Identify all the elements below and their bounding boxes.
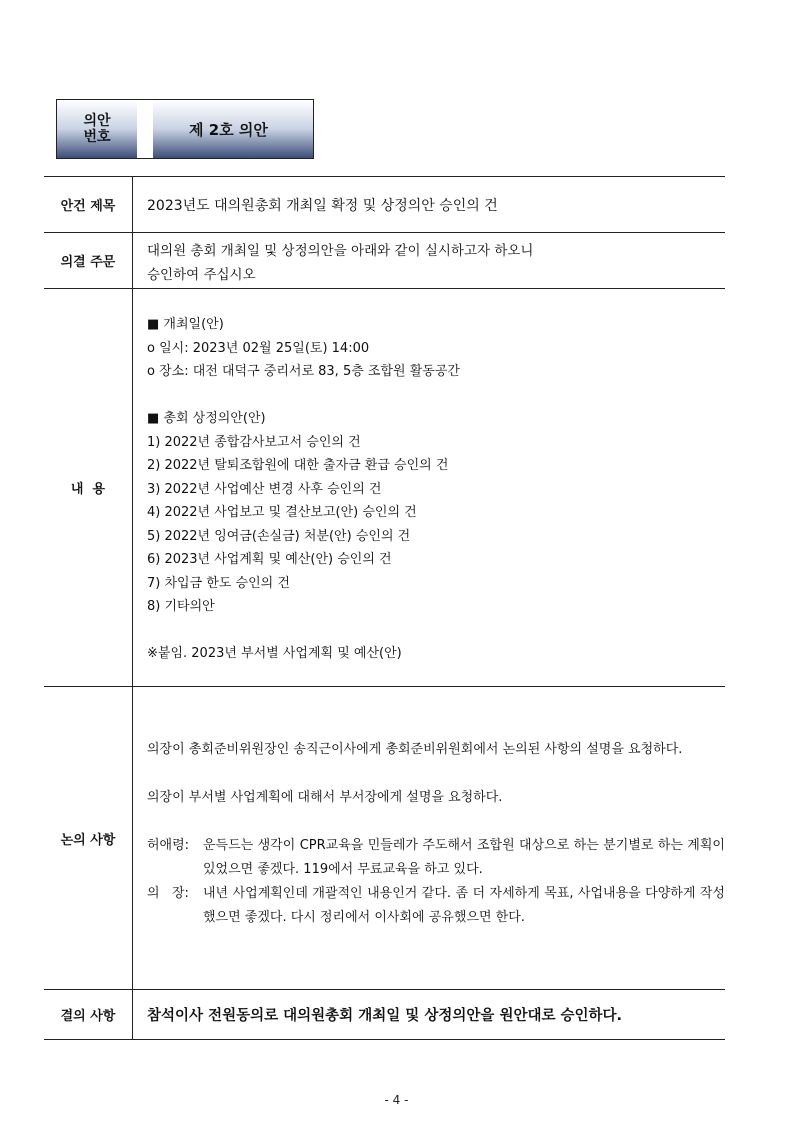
agenda-number-label-line2: 번호: [83, 129, 111, 145]
content-body: [133, 289, 725, 686]
row-label: 논의 사항: [44, 687, 133, 989]
row-content: [44, 289, 725, 687]
row-label: 내 용: [44, 289, 133, 686]
discussion-paragraph: 의장이 총회준비위원장인 송직근이사에게 총회준비위원회에서 논의된 사항의 설명을 요청하다.: [147, 742, 683, 757]
resolution-order-text: [133, 233, 725, 288]
agenda-table: [44, 176, 725, 1040]
speaker-name: 의 장:: [147, 886, 189, 901]
list-item: 4) 2022년 사업보고 및 결산보고(안) 승인의 건: [147, 505, 417, 520]
row-label: 의결 주문: [44, 233, 133, 288]
row-agenda-title: [44, 177, 725, 233]
discussion-paragraph: 의장이 부서별 사업계획에 대해서 부서장에게 설명을 요청하다.: [147, 790, 503, 805]
list-item: 7) 차입금 한도 승인의 건: [147, 575, 290, 591]
attachment-note: ※붙임. 2023년 부서별 사업계획 및 예산(안): [147, 646, 402, 661]
meeting-place: o 장소: 대전 대덕구 중리서로 83, 5층 조합원 활동공간: [147, 364, 460, 379]
list-item: 1) 2022년 종합감사보고서 승인의 건: [147, 434, 361, 450]
speaker-text: 운득드는 생각이 CPR교육을 민들레가 주도해서 조합원 대상으로 하는 분기별로 하는 계획이 있었으면 좋겠다. 119에서 무료교육을 하고 있다.: [203, 838, 725, 877]
agenda-number-box: [56, 99, 314, 159]
resolution-order-line: 대의원 총회 개최일 및 상정의안을 아래와 같이 실시하고자 하오니: [147, 243, 534, 259]
list-item: 2) 2022년 탈퇴조합원에 대한 출자금 환급 승인의 건: [147, 458, 449, 473]
section-heading: ■ 개최일(안): [147, 317, 224, 332]
row-label: 결의 사항: [44, 990, 133, 1039]
row-resolution: [44, 990, 725, 1039]
row-resolution-order: [44, 233, 725, 289]
section-heading: ■ 총회 상정의안(안): [147, 411, 266, 426]
speaker-text: 내년 사업계획인데 개괄적인 내용인거 같다. 좀 더 자세하게 목표, 사업내용을 다양하게 작성했으면 좋겠다. 다시 정리에서 이사회에 공유했으면 한다.: [203, 886, 725, 925]
list-item: 8) 기타의안: [147, 599, 215, 614]
agenda-number-title: 제 2호 의안: [189, 120, 268, 139]
discussion-body: [133, 687, 725, 989]
agenda-number-label: [57, 100, 137, 158]
speaker-remark: [147, 882, 725, 930]
list-item: 6) 2023년 사업계획 및 예산(안) 승인의 건: [147, 552, 392, 567]
speaker-remark: [147, 834, 725, 882]
meeting-date: o 일시: 2023년 02월 25일(토) 14:00: [147, 340, 370, 356]
agenda-number-label-line1: 의안: [83, 113, 111, 129]
row-discussion: [44, 687, 725, 990]
resolution-order-line: 승인하여 주십시오: [147, 267, 256, 283]
row-label: 안건 제목: [44, 177, 133, 232]
speaker-name: 허애령:: [147, 838, 190, 853]
discussion-remarks: [147, 834, 725, 930]
resolution-text: 참석이사 전원동의로 대의원총회 개최일 및 상정의안을 원안대로 승인하다.: [147, 1008, 623, 1024]
list-item: 5) 2022년 잉여금(손실금) 처분(안) 승인의 건: [147, 528, 411, 544]
agenda-title-value: 2023년도 대의원총회 개최일 확정 및 상정의안 승인의 건: [147, 197, 498, 214]
list-item: 3) 2022년 사업예산 변경 사후 승인의 건: [147, 481, 382, 497]
page-number: - 4 -: [384, 1093, 409, 1107]
